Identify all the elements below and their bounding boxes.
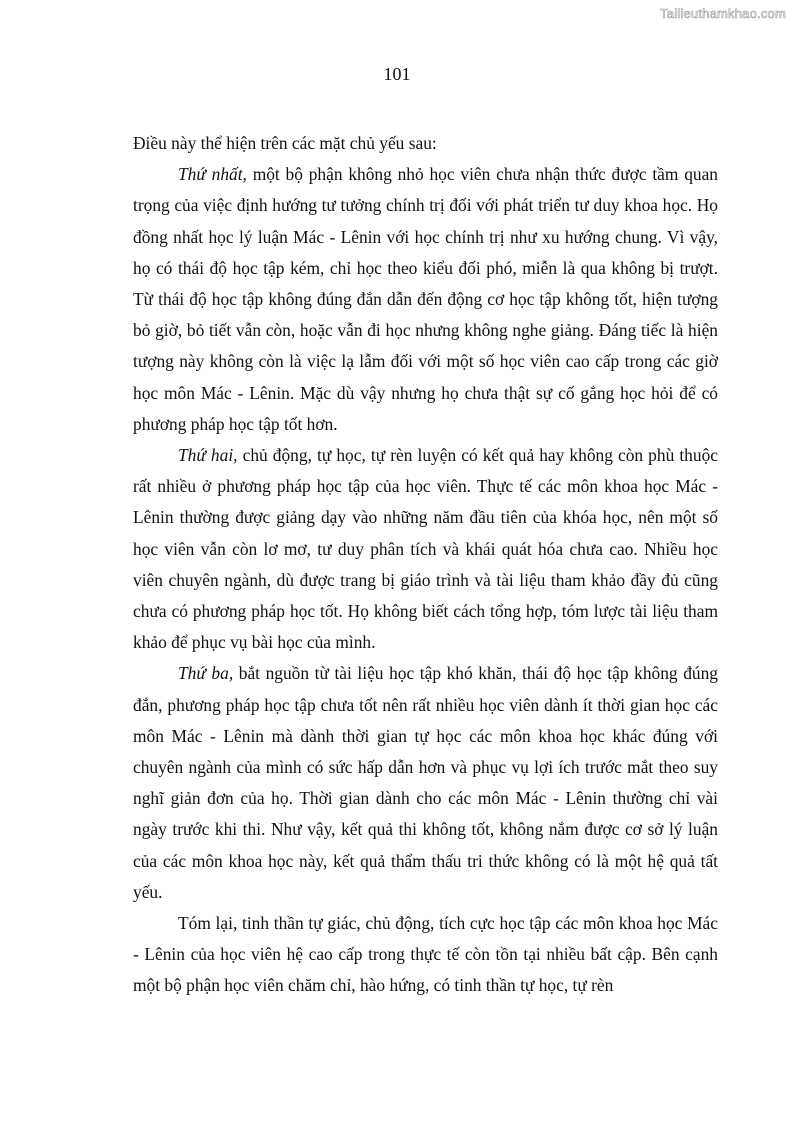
watermark: Tailieuthamkhao.com	[660, 6, 786, 21]
page-number: 101	[383, 64, 411, 84]
paragraph-text: một bộ phận không nhỏ học viên chưa nhận thức được tầm quan trọng của việc định hướng tư tưởng chính trị đối với phát triển tư duy khoa học. Họ đồng nhất học lý luận Mác - Lênin với học chính trị như xu hướng chung. Vì vậy, họ có thái độ học tập kém, chỉ học theo kiểu đối phó, miễn là qua không bị trượt. Từ thái độ học tập không đúng đắn dẫn đến động cơ học tập không tốt, hiện tượng bỏ giờ, bỏ tiết vẫn còn, hoặc vẫn đi học nhưng không nghe giảng. Đáng tiếc là hiện tượng này không còn là việc lạ lẫm đối với một số học viên cao cấp trong các giờ học môn Mác - Lênin. Mặc dù vậy nhưng họ chưa thật sự cố gắng học hỏi để có phương pháp học tập tốt hơn.	[133, 164, 719, 434]
paragraph-lead: Thứ nhất,	[178, 164, 247, 185]
paragraph-intro	[133, 128, 718, 159]
paragraph-lead: Thứ hai,	[178, 445, 238, 466]
paragraph-second-point	[133, 440, 718, 658]
paragraph-text: chủ động, tự học, tự rèn luyện có kết quả hay không còn phù thuộc rất nhiều ở phương pháp học tập của học viên. Thực tế các môn khoa học Mác - Lênin thường được giảng dạy vào những năm đầu tiên của khóa học, nên một số học viên vẫn còn lơ mơ, tư duy phân tích và khái quát hóa chưa cao. Nhiều học viên chuyên ngành, dù được trang bị giáo trình và tài liệu tham khảo đầy đủ cũng chưa có phương pháp học tốt. Họ không biết cách tổng hợp, tóm lược tài liệu tham khảo để phục vụ bài học của mình.	[133, 445, 718, 653]
paragraph-text: Điều này thể hiện trên các mặt chủ yếu sau:	[133, 133, 437, 153]
body-text	[133, 128, 718, 1002]
paragraph-text: Tóm lại, tinh thần tự giác, chủ động, tích cực học tập các môn khoa học Mác - Lênin của học viên hệ cao cấp trong thực tế còn tồn tại nhiều bất cập. Bên cạnh một bộ phận học viên chăm chỉ, hào hứng, có tinh thần tự học, tự rèn	[133, 913, 718, 996]
paragraph-summary	[133, 908, 718, 1002]
paragraph-lead: Thứ ba,	[178, 663, 234, 684]
paragraph-first-point	[133, 159, 718, 440]
paragraph-text: bắt nguồn từ tài liệu học tập khó khăn, thái độ học tập không đúng đắn, phương pháp học tập chưa tốt nên rất nhiều học viên dành ít thời gian học các môn Mác - Lênin mà dành thời gian tự học các môn khoa học khác đúng với chuyên ngành của mình có sức hấp dẫn hơn và phục vụ lợi ích trước mắt theo suy nghĩ giản đơn của họ. Thời gian dành cho các môn Mác - Lênin thường chỉ vài ngày trước khi thi. Như vậy, kết quả thi không tốt, không nắm được cơ sở lý luận của các môn khoa học này, kết quả thẩm thấu tri thức không có là một hệ quả tất yếu.	[133, 663, 718, 902]
paragraph-third-point	[133, 658, 718, 908]
